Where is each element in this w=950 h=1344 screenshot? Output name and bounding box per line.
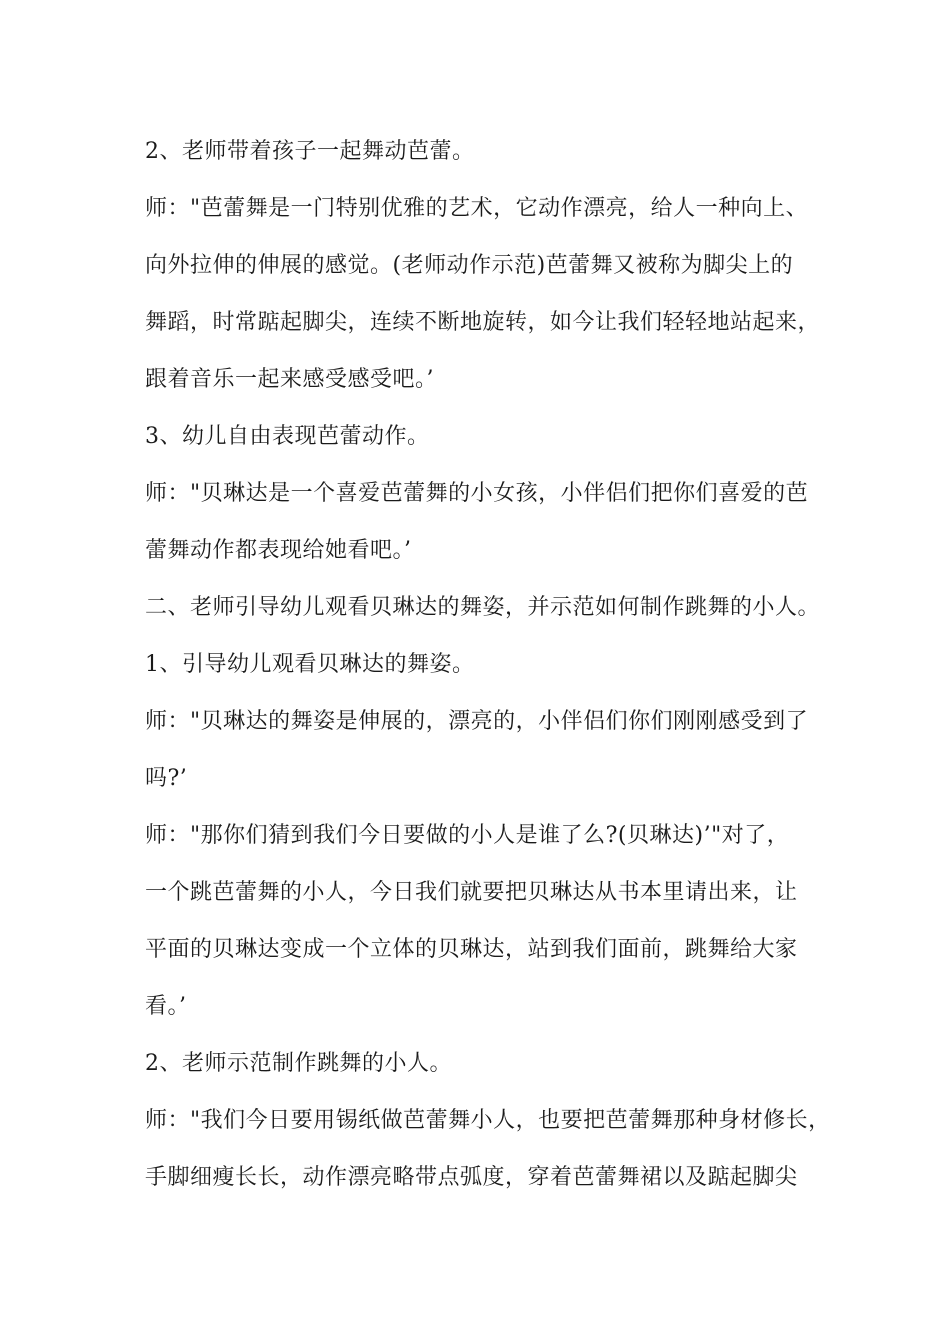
text-line: 师："芭蕾舞是一门特别优雅的艺术，它动作漂亮，给人一种向上、 xyxy=(145,196,809,221)
text-line: 2、老师示范制作跳舞的小人。 xyxy=(145,1051,452,1076)
text-line: 跟着音乐一起来感受感受吧。’ xyxy=(145,367,434,392)
text-line: 师："那你们猜到我们今日要做的小人是谁了么?(贝琳达)’"对了， xyxy=(145,823,790,848)
text-line: 师："贝琳达的舞姿是伸展的，漂亮的，小伴侣们你们刚刚感受到了 xyxy=(145,709,809,734)
text-line: 手脚细瘦长长，动作漂亮略带点弧度，穿着芭蕾舞裙以及踮起脚尖 xyxy=(145,1165,798,1190)
text-line: 师："我们今日要用锡纸做芭蕾舞小人，也要把芭蕾舞那种身材修长， xyxy=(145,1108,831,1133)
text-line: 看。’ xyxy=(145,994,187,1019)
text-line: 蕾舞动作都表现给她看吧。’ xyxy=(145,538,412,563)
text-line: 二、老师引导幼儿观看贝琳达的舞姿，并示范如何制作跳舞的小人。 xyxy=(145,595,821,620)
text-line: 师："贝琳达是一个喜爱芭蕾舞的小女孩，小伴侣们把你们喜爱的芭 xyxy=(145,481,809,506)
text-line: 舞蹈，时常踮起脚尖，连续不断地旋转，如今让我们轻轻地站起来， xyxy=(145,310,821,335)
text-line: 平面的贝琳达变成一个立体的贝琳达，站到我们面前，跳舞给大家 xyxy=(145,937,798,962)
text-line: 一个跳芭蕾舞的小人，今日我们就要把贝琳达从书本里请出来，让 xyxy=(145,880,798,905)
text-line: 1、引导幼儿观看贝琳达的舞姿。 xyxy=(145,652,475,677)
text-line: 2、老师带着孩子一起舞动芭蕾。 xyxy=(145,139,475,164)
text-line: 3、幼儿自由表现芭蕾动作。 xyxy=(145,424,430,449)
text-line: 向外拉伸的伸展的感觉。(老师动作示范)芭蕾舞又被称为脚尖上的 xyxy=(145,253,794,278)
text-line: 吗?’ xyxy=(145,766,188,791)
